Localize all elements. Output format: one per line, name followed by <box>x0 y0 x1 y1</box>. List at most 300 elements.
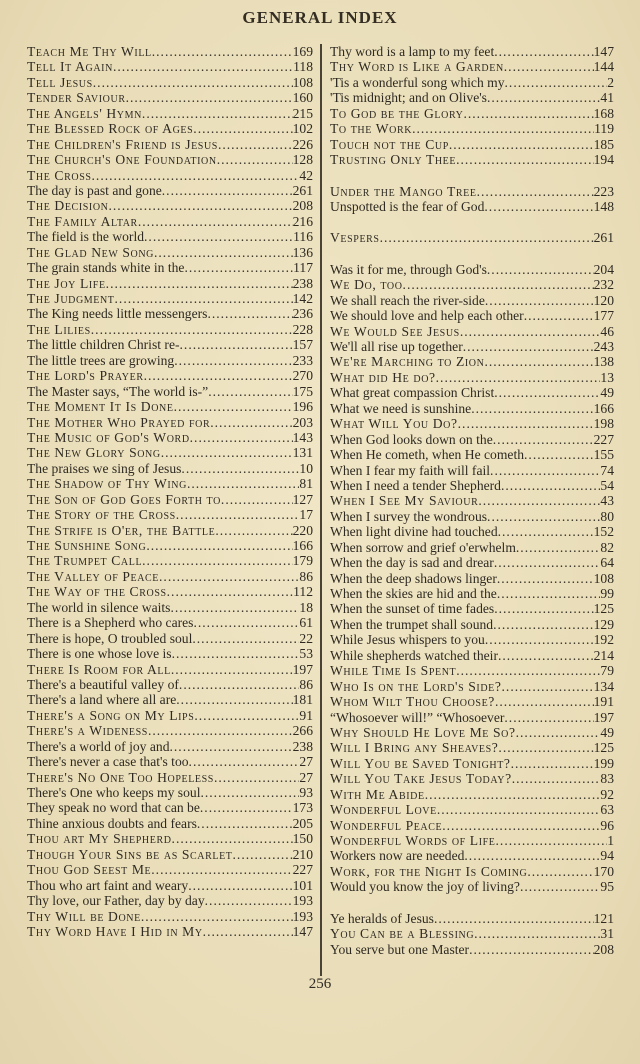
dot-leader <box>490 463 600 478</box>
hymn-title: The Strife is O'er, the Battle <box>27 522 216 538</box>
hymn-number: 127 <box>292 491 313 507</box>
dot-leader <box>484 199 593 214</box>
index-entry <box>330 199 614 214</box>
index-entry <box>27 445 313 460</box>
dot-leader <box>425 787 601 802</box>
group-spacer <box>330 214 614 230</box>
hymn-title: There is hope, O troubled soul <box>27 630 193 646</box>
hymn-title: The Valley of Peace <box>27 568 160 584</box>
hymn-title: 'Tis midnight; and on Olive's <box>330 90 487 106</box>
hymn-title: You serve but one Master <box>330 941 470 957</box>
hymn-title: Though Your Sins be as Scarlet <box>27 846 233 862</box>
hymn-number: 116 <box>293 229 313 245</box>
index-entry <box>330 571 614 586</box>
hymn-number: 117 <box>293 260 313 276</box>
index-entry <box>27 739 313 754</box>
hymn-number: 261 <box>593 230 614 246</box>
hymn-number: 125 <box>593 740 614 756</box>
hymn-number: 143 <box>292 429 313 445</box>
dot-leader <box>141 909 293 924</box>
dot-leader <box>176 692 292 707</box>
hymn-title: We shall reach the river-side <box>330 292 485 308</box>
hymn-title: The Angels' Hymn <box>27 105 142 121</box>
dot-leader <box>170 600 299 615</box>
index-entry <box>330 833 614 848</box>
dot-leader <box>170 739 293 754</box>
dot-leader <box>113 59 293 74</box>
index-entry <box>27 168 313 183</box>
hymn-number: 204 <box>593 261 614 277</box>
index-entry <box>330 911 614 926</box>
dot-leader <box>524 308 594 323</box>
hymn-number: 196 <box>292 399 313 415</box>
index-entry <box>330 926 614 941</box>
index-entry <box>330 802 614 817</box>
dot-leader <box>501 478 600 493</box>
dot-leader <box>474 926 600 941</box>
hymn-title: When He cometh, when He cometh <box>330 447 525 463</box>
hymn-title: There's a Wideness <box>27 723 148 739</box>
hymn-number: 79 <box>600 663 614 679</box>
hymn-number: 170 <box>593 863 614 879</box>
hymn-title: We'll all rise up together <box>330 339 463 354</box>
dot-leader <box>458 416 594 431</box>
hymn-number: 83 <box>600 771 614 787</box>
dot-leader <box>92 168 300 183</box>
index-entry <box>330 524 614 539</box>
hymn-number: 175 <box>292 383 313 399</box>
dot-leader <box>442 818 600 833</box>
hymn-title: What great compassion Christ <box>330 385 495 401</box>
hymn-title: While Time Is Spent <box>330 663 457 679</box>
hymn-number: 194 <box>593 152 614 168</box>
hymn-number: 169 <box>292 44 313 59</box>
hymn-title: Thy love, our Father, day by day <box>27 893 205 909</box>
hymn-number: 13 <box>600 369 614 385</box>
hymn-title: While Jesus whispers to you <box>330 632 485 648</box>
index-entry <box>330 401 614 416</box>
hymn-number: 199 <box>593 755 614 771</box>
group-spacer <box>330 246 614 262</box>
hymn-number: 42 <box>299 167 313 183</box>
dot-leader <box>203 924 293 939</box>
page-title: GENERAL INDEX <box>242 8 398 27</box>
hymn-number: 1 <box>607 833 614 848</box>
hymn-title: Wonderful Words of Life <box>330 833 496 848</box>
index-entry <box>27 44 313 59</box>
dot-leader <box>193 121 292 136</box>
index-entry <box>27 770 313 785</box>
hymn-title: You Can be a Blessing <box>330 926 475 942</box>
index-entry <box>27 878 313 893</box>
hymn-title: When light divine had touched <box>330 524 498 540</box>
hymn-number: 177 <box>593 308 614 324</box>
index-entry <box>27 183 313 198</box>
dot-leader <box>184 260 293 275</box>
index-entry <box>27 260 313 275</box>
index-entry <box>330 848 614 863</box>
dot-leader <box>412 121 594 136</box>
index-entry <box>27 337 313 352</box>
index-entry <box>27 800 313 815</box>
hymn-title: When the skies are hid and the <box>330 586 497 601</box>
dot-leader <box>221 492 293 507</box>
hymn-number: 198 <box>593 416 614 432</box>
index-entry <box>27 569 313 584</box>
hymn-number: 144 <box>593 59 614 75</box>
dot-leader <box>484 354 593 369</box>
hymn-number: 193 <box>292 893 313 909</box>
dot-leader <box>493 617 594 632</box>
group-spacer <box>330 168 614 184</box>
index-entry <box>330 106 614 121</box>
dot-leader <box>215 523 292 538</box>
dot-leader <box>498 648 594 663</box>
hymn-title: Thy word is a lamp to my feet <box>330 44 495 59</box>
hymn-number: 148 <box>593 198 614 214</box>
index-entry <box>330 756 614 771</box>
hymn-number: 203 <box>292 414 313 430</box>
hymn-number: 192 <box>593 632 614 648</box>
hymn-number: 49 <box>600 724 614 740</box>
hymn-number: 31 <box>600 926 614 942</box>
hymn-number: 220 <box>292 522 313 538</box>
hymn-title: There's a Song on My Lips <box>27 707 195 723</box>
index-entry <box>27 306 313 321</box>
index-entry <box>330 152 614 167</box>
hymn-title: Tell It Again <box>27 59 113 75</box>
hymn-title: Vespers <box>330 230 380 246</box>
dot-leader <box>159 569 299 584</box>
dot-leader <box>188 878 292 893</box>
hymn-number: 96 <box>600 817 614 833</box>
index-entry <box>27 368 313 383</box>
index-entry <box>27 831 313 846</box>
hymn-number: 214 <box>593 647 614 663</box>
index-entry <box>330 75 614 90</box>
dot-leader <box>152 44 293 59</box>
index-entry <box>27 600 313 615</box>
hymn-title: There's a beautiful valley of <box>27 676 179 692</box>
hymn-number: 142 <box>292 291 313 306</box>
hymn-number: 210 <box>292 846 313 862</box>
hymn-title: The Children's Friend is Jesus <box>27 136 218 152</box>
hymn-title: The Son of God Goes Forth to <box>27 491 221 507</box>
hymn-title: The Music of God's Word <box>27 429 190 445</box>
hymn-title: The Lilies <box>27 321 91 337</box>
dot-leader <box>487 509 600 524</box>
hymn-number: 61 <box>299 615 313 631</box>
index-entry <box>27 893 313 908</box>
hymn-title: Would you know the joy of living? <box>330 879 520 895</box>
hymn-number: 205 <box>292 815 313 831</box>
dot-leader <box>187 476 299 491</box>
column-divider <box>320 44 322 976</box>
index-entry <box>27 384 313 399</box>
index-entry <box>330 262 614 277</box>
hymn-title: We're Marching to Zion <box>330 354 485 370</box>
dot-leader <box>148 723 293 738</box>
hymn-number: 125 <box>593 601 614 617</box>
dot-leader <box>126 90 293 105</box>
hymn-number: 227 <box>292 862 313 878</box>
hymn-title: When I need a tender Shepherd <box>330 477 501 493</box>
index-entry <box>27 847 313 862</box>
index-entry <box>27 106 313 121</box>
hymn-number: 179 <box>292 553 313 569</box>
index-entry <box>330 478 614 493</box>
dot-leader <box>477 184 594 199</box>
hymn-title: There's No One Too Hopeless <box>27 769 214 785</box>
hymn-number: 119 <box>594 121 614 137</box>
dot-leader <box>154 245 293 260</box>
hymn-number: 86 <box>299 568 313 584</box>
hymn-title: Will I Bring any Sheaves? <box>330 740 499 756</box>
hymn-title: While shepherds watched their <box>330 647 498 663</box>
dot-leader <box>181 461 299 476</box>
hymn-title: Will You be Saved Tonight? <box>330 755 511 771</box>
index-entry <box>27 461 313 476</box>
hymn-title: The Glad New Song <box>27 244 154 260</box>
dot-leader <box>524 447 594 462</box>
hymn-number: 46 <box>600 323 614 339</box>
dot-leader <box>197 816 293 831</box>
dot-leader <box>194 708 299 723</box>
hymn-number: 91 <box>299 707 313 723</box>
dot-leader <box>180 337 293 352</box>
dot-leader <box>485 632 594 647</box>
hymn-title: Workers now are needed <box>330 848 465 864</box>
index-entry <box>27 291 313 306</box>
hymn-number: 136 <box>292 244 313 260</box>
dot-leader <box>207 306 292 321</box>
hymn-title: What Will You Do? <box>330 416 458 432</box>
hymn-number: 228 <box>292 321 313 337</box>
right-index-column <box>330 44 614 957</box>
hymn-title: Why Should He Love Me So? <box>330 724 516 740</box>
index-entry <box>330 90 614 105</box>
hymn-title: The Trumpet Call <box>27 553 143 569</box>
dot-leader <box>516 540 601 555</box>
dot-leader <box>511 756 594 771</box>
index-entry <box>27 584 313 599</box>
hymn-title: When the sunset of time fades <box>330 601 495 617</box>
index-entry <box>330 293 614 308</box>
hymn-number: 147 <box>292 923 313 939</box>
index-entry <box>330 663 614 678</box>
index-entry <box>330 632 614 647</box>
hymn-title: There's One who keeps my soul <box>27 785 201 800</box>
hymn-title: The Lord's Prayer <box>27 368 144 384</box>
hymn-number: 138 <box>593 354 614 370</box>
hymn-number: 49 <box>600 385 614 401</box>
hymn-title: Trusting Only Thee <box>330 152 457 168</box>
hymn-title: Thou who art faint and weary <box>27 877 189 893</box>
dot-leader <box>142 553 292 568</box>
hymn-number: 131 <box>292 445 313 461</box>
index-entry <box>330 725 614 740</box>
hymn-title: The Church's One Foundation <box>27 152 217 168</box>
hymn-title: When God looks down on the <box>330 431 493 447</box>
index-entry <box>27 75 313 90</box>
hymn-title: When I See My Saviour <box>330 493 479 509</box>
index-entry <box>330 540 614 555</box>
dot-leader <box>494 44 593 59</box>
hymn-title: What did He do? <box>330 369 436 385</box>
hymn-number: 160 <box>292 90 313 106</box>
hymn-title: The Joy Life <box>27 275 106 291</box>
index-entry <box>27 909 313 924</box>
hymn-title: They speak no word that can be <box>27 800 200 816</box>
index-entry <box>330 740 614 755</box>
index-entry <box>330 385 614 400</box>
hymn-number: 74 <box>600 462 614 478</box>
hymn-number: 150 <box>292 831 313 847</box>
index-entry <box>330 59 614 74</box>
hymn-number: 108 <box>593 570 614 586</box>
hymn-title: There is one whose love is <box>27 646 172 662</box>
dot-leader <box>456 663 600 678</box>
dot-leader <box>380 230 594 245</box>
hymn-number: 232 <box>593 277 614 293</box>
index-entry <box>330 555 614 570</box>
hymn-title: The little children Christ re- <box>27 337 180 353</box>
dot-leader <box>109 198 293 213</box>
hymn-number: 197 <box>292 661 313 677</box>
hymn-title: What we need is sunshine <box>330 400 472 416</box>
index-entry <box>330 463 614 478</box>
hymn-title: Will You Take Jesus Today? <box>330 771 512 787</box>
hymn-number: 63 <box>600 802 614 818</box>
hymn-number: 95 <box>600 879 614 895</box>
index-entry <box>27 245 313 260</box>
dot-leader <box>208 384 292 399</box>
hymn-number: 152 <box>593 524 614 540</box>
index-entry <box>330 648 614 663</box>
group-spacer <box>330 895 614 911</box>
dot-leader <box>471 401 593 416</box>
hymn-number: 86 <box>299 676 313 692</box>
hymn-number: 243 <box>593 339 614 354</box>
dot-leader <box>200 800 293 815</box>
hymn-number: 181 <box>292 692 313 708</box>
hymn-number: 99 <box>600 586 614 601</box>
dot-leader <box>463 106 593 121</box>
hymn-title: The New Glory Song <box>27 445 161 461</box>
dot-leader <box>512 771 601 786</box>
index-entry <box>27 692 313 707</box>
hymn-title: When the deep shadows linger <box>330 570 497 586</box>
dot-leader <box>527 864 593 879</box>
index-entry <box>27 59 313 74</box>
index-entry <box>330 447 614 462</box>
hymn-number: 93 <box>299 785 313 800</box>
index-entry <box>330 818 614 833</box>
hymn-number: 108 <box>292 74 313 90</box>
index-entry <box>330 679 614 694</box>
dot-leader <box>179 677 299 692</box>
index-entry <box>330 339 614 354</box>
hymn-title: 'Tis a wonderful song which my <box>330 74 505 90</box>
dot-leader <box>464 848 600 863</box>
dot-leader <box>487 262 594 277</box>
hymn-number: 101 <box>292 877 313 893</box>
hymn-title: There is a Shepherd who cares <box>27 615 194 631</box>
index-entry <box>330 277 614 292</box>
hymn-number: 120 <box>593 292 614 308</box>
hymn-title: With Me Abide <box>330 786 425 802</box>
hymn-title: “Whosoever will!” “Whosoever <box>330 709 505 725</box>
hymn-title: When the trumpet shall sound <box>330 616 494 632</box>
hymn-number: 155 <box>593 447 614 463</box>
hymn-number: 102 <box>292 121 313 137</box>
hymn-number: 185 <box>593 136 614 152</box>
dot-leader <box>193 615 299 630</box>
hymn-title: The Way of the Cross <box>27 584 167 600</box>
hymn-title: The Decision <box>27 198 109 214</box>
hymn-title: Tell Jesus <box>27 74 93 90</box>
hymn-title: Thy Word is Like a Garden <box>330 59 504 75</box>
index-entry <box>330 493 614 508</box>
dot-leader <box>516 725 601 740</box>
dot-leader <box>174 353 292 368</box>
hymn-title: Wonderful Love <box>330 802 437 818</box>
index-entry <box>330 586 614 601</box>
hymn-number: 227 <box>593 431 614 447</box>
index-entry <box>330 432 614 447</box>
hymn-title: The Master says, “The world is-” <box>27 383 209 399</box>
hymn-number: 27 <box>299 754 313 770</box>
hymn-title: There's never a case that's too <box>27 754 189 770</box>
index-entry <box>27 708 313 723</box>
hymn-title: Who Is on the Lord's Side? <box>330 678 502 694</box>
hymn-title: We Would See Jesus <box>330 323 460 339</box>
hymn-number: 208 <box>593 941 614 957</box>
hymn-title: The Family Altar <box>27 213 138 229</box>
hymn-title: When the day is sad and drear <box>330 555 494 571</box>
hymn-number: 54 <box>600 477 614 493</box>
hymn-number: 261 <box>292 182 313 198</box>
index-entry <box>330 617 614 632</box>
dot-leader <box>469 942 594 957</box>
dot-leader <box>218 137 293 152</box>
index-entry <box>27 553 313 568</box>
dot-leader <box>115 291 293 306</box>
index-entry <box>27 121 313 136</box>
hymn-number: 18 <box>299 599 313 615</box>
hymn-title: The little trees are growing <box>27 352 175 368</box>
page-number: 256 <box>308 976 332 992</box>
index-entry <box>330 509 614 524</box>
dot-leader <box>487 90 600 105</box>
dot-leader <box>162 183 293 198</box>
dot-leader <box>502 679 594 694</box>
hymn-title: The Sunshine Song <box>27 538 147 553</box>
index-entry <box>330 184 614 199</box>
index-entry <box>27 615 313 630</box>
hymn-title: The Judgment <box>27 291 115 306</box>
index-entry <box>27 415 313 430</box>
index-entry <box>27 198 313 213</box>
dot-leader <box>504 710 593 725</box>
hymn-title: Wonderful Peace <box>330 817 443 833</box>
dot-leader <box>436 370 601 385</box>
hymn-title: There's a world of joy and <box>27 738 170 754</box>
hymn-title: Thy Word Have I Hid in My <box>27 923 203 939</box>
index-entry <box>27 816 313 831</box>
hymn-number: 92 <box>600 786 614 802</box>
hymn-number: 191 <box>593 694 614 710</box>
